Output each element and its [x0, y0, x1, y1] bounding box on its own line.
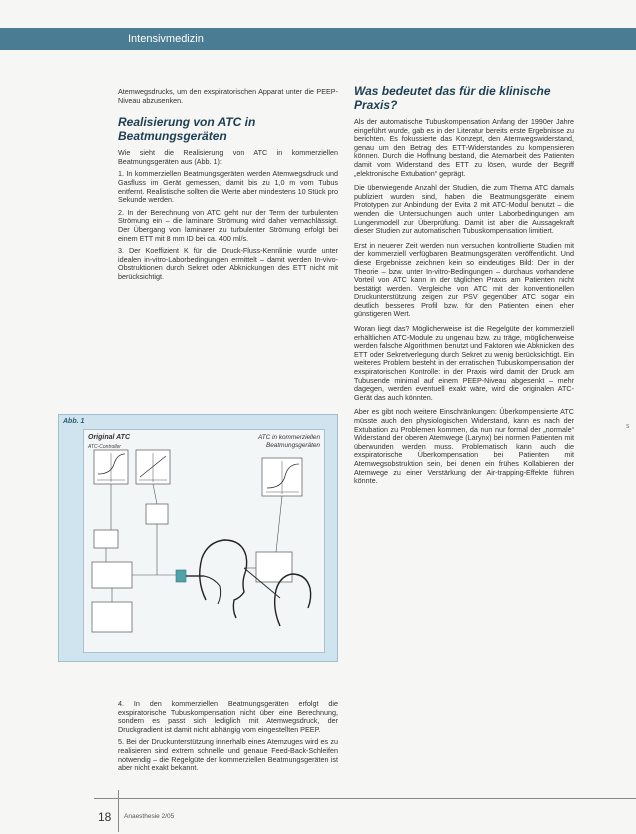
figure-label: Abb. 1 [63, 418, 85, 425]
intro-paragraph: Atemwegsdrucks, um den exspiratorischen Apparat unter die PEEP-Niveau abzusenken. [118, 87, 338, 105]
paragraph: 3. Der Koeffizient K für die Druck-Fluss-Kennlinie wurde unter idealen in-vitro-Laborbedingungen ermittelt – damit werden In-vivo-Obstruktionen durch Sekret oder Abknickungen des ETT nicht mit berücksichtigt. [118, 246, 338, 281]
paragraph: 2. In der Berechnung von ATC geht nur der Term der turbulenten Strömung ein – die laminare Strömung wird daher vernachlässigt. Der Übergang von laminarer zu turbulenter Strömung erfolgt bei einem ETT mit 8 mm ID bei ca. 400 ml/s. [118, 207, 338, 243]
figure-subtitle: ATC-Controller [88, 444, 121, 450]
figure-atc [58, 414, 338, 662]
paragraph: Woran liegt das? Möglicherweise ist die Regelgüte der kommerziell erhältlichen ATC-Module zu ungenau bzw. zu träge, möglicherweise werden falsche Algorithmen benutzt und Faktoren wie Abknicken des ETT oder Sekretverlegung durch Sekret zu wenig berücksichtigt. Ein weiteres Problem besteht in der erratischen Tubuskompensation der exspiratorischen Kontrolle: in der Praxis wird damit der Druck am Tubusende minimal auf einem PEEP-Niveau abgesenkt – mehr dagegen, werden eventuell exakt wäre, wird die originalen ATC-Gerät das auch könnten. [354, 324, 574, 402]
left-column [118, 88, 338, 286]
paragraph: 1. In kommerziellen Beatmungsgeräten werden Atemwegsdruck und Gasfluss im Gerät gemessen, damit bis zu 1,0 m vom Tubus entfernt. Realistische sollten die Werte aber mindestens 10 Stück pro Sekunde werden. [118, 169, 338, 205]
section-title: Intensivmedizin [128, 33, 204, 45]
right-column [354, 84, 574, 492]
paragraph: Erst in neuerer Zeit werden nun versuchen kontrollierte Studien mit der kommerziell verfügbaren Beatmungsgeräten veröffentlicht. Und diese Ergebnisse zeichnen kein so eindeutiges Bild: Der in der Theorie – bzw. unter In-vitro-Bedingungen – durchaus vorhandene Vorteil von ATC kann in der täglichen Praxis am Patienten nicht bestätigt werden. Vergleiche von ATC mit der konventionellen Druckunterstützung zeigen zur PSV gegenüber ATC sogar ein deutlich besseres Profil bzw. für den Patienten einen eher günstigeren Wert. [354, 240, 574, 319]
paragraph: 5. Bei der Druckunterstützung innerhalb eines Atemzuges wird es zu realisieren sind extrem schnelle und genaue Feed-Back-Schleifen notwendig – die Regelgüte der kommerziellen Beatmungsgeräten ist aber nicht exakt bekannt. [118, 737, 338, 773]
paragraph: Wie sieht die Realisierung von ATC in kommerziellen Beatmungsgeräten aus (Abb. 1): [118, 148, 338, 166]
section-heading-practice: Was bedeutet das für die klinische Praxis? [354, 84, 551, 112]
paragraph: 4. In den kommerziellen Beatmungsgeräten erfolgt die exspiratorische Tubuskompensation nicht über eine Berechnung, sondern es passt sich lediglich mit Atemwegsdruck, der Druckgradient ist damit nicht abhängig vom eingestellten PEEP. [118, 699, 338, 734]
paragraph: Die überwiegende Anzahl der Studien, die zum Thema ATC damals publiziert wurden sind, haben die Beatmungsgeräte einem Prototypen zur Anbindung der Evita 2 mit ATC-Modul benutzt – die wenden die Untersuchungen auch unter Laborbedingungen am Lungenmodell zur Überprüfung. Damit ist aber die Aussagekraft dieser Studien zur automatischen Tubuskompensation limitiert. [354, 183, 574, 236]
section-header [0, 28, 636, 50]
section-heading-atc: Realisierung von ATC in Beatmungsgeräten [118, 115, 256, 144]
atc-diagram-graphic [84, 430, 324, 652]
footer-tick [118, 790, 119, 832]
figure-title-right: ATC in kommerziellen Beatmungsgeräten [257, 434, 320, 449]
footer-divider [94, 798, 636, 799]
figure-diagram [83, 429, 325, 653]
paragraph: Aber es gibt noch weitere Einschränkungen: Überkompensierte ATC müsste auch den physiologischen Widerstand, kann es nach der Extubation zu Problemen kommen, da nun nur formal der „normale“ Widerstand der oberen Atemwege (Larynx) bei normen Patienten mit überwunden werden muss. Problematisch kann auch die exspiratorische Überkompensation bei Patienten mit Atemwegsobstruktion sein, bei denen ein frühes Kollabieren der Atemwege zu einer Verstärkung der Air-trapping-Effekte führen könnte. [354, 407, 574, 486]
journal-name: Anaesthesie 2/05 [124, 813, 175, 820]
page-number: 18 [98, 810, 112, 824]
side-mark: S [626, 424, 630, 430]
left-lower-column [118, 700, 338, 777]
figure-title-left: Original ATC [88, 434, 130, 441]
paragraph: Als der automatische Tubuskompensation Anfang der 1990er Jahre eingeführt wurde, gab es in der Literatur bereits erste Ergebnisse zu berichten. Es fokussierte das Konzept, den Atemwegswiderstand, genau um den Betrag des ETT-Widerstandes zu kompensieren können. Durch die Hoffnung bestand, die Atemarbeit des Patienten damit vom Widerstand des ETT zu lösen, wurde der Begriff „elektronische Extubation“ geprägt. [354, 117, 574, 178]
